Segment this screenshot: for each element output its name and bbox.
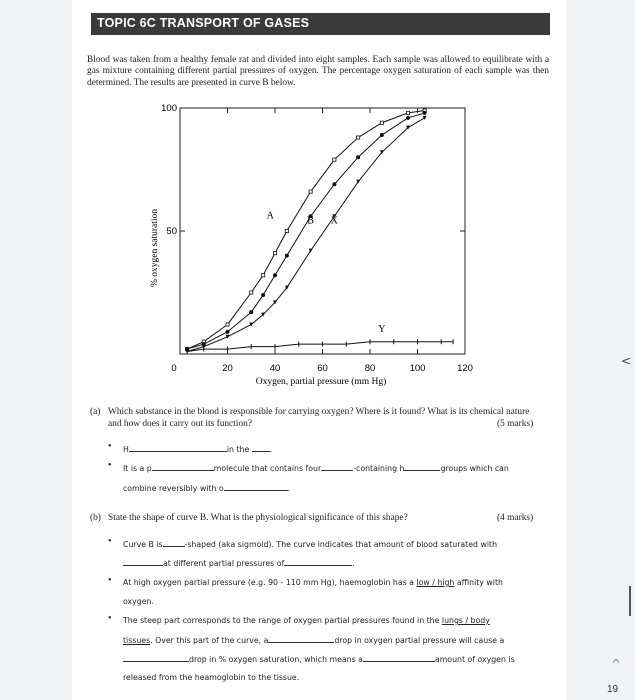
answer-a-b2-line2: combine reversibly with o <box>123 484 224 493</box>
answer-a-b1-start: H <box>123 445 129 454</box>
page-number: 19 <box>607 684 619 695</box>
blank-field[interactable] <box>129 443 227 452</box>
point-b <box>261 293 265 297</box>
x-tick-label: 40 <box>269 363 281 374</box>
point-b <box>332 182 336 186</box>
answer-b-b2-end: affinity with <box>456 578 503 587</box>
blank-field[interactable] <box>363 653 435 662</box>
answer-a-line2 <box>123 462 509 475</box>
curve-b <box>187 113 425 349</box>
answer-a-b2-mid2: -containing h <box>353 464 405 473</box>
blank-field[interactable] <box>123 653 189 662</box>
blank-field[interactable] <box>123 557 163 566</box>
chart-ticks <box>161 103 473 374</box>
blank-field[interactable] <box>163 538 185 547</box>
answer-b-b1-start: Curve B is <box>123 540 163 549</box>
point-b <box>423 111 427 115</box>
x-tick-label: 20 <box>222 363 233 374</box>
bullet: • <box>108 536 112 547</box>
answer-a-b2-mid: molecule that contains four <box>213 464 322 473</box>
answer-b-b3-l3b: amount of oxygen is <box>434 655 515 664</box>
point-a <box>250 291 253 294</box>
answer-b-b3-l3: drop in % oxygen saturation, which means a <box>189 655 363 664</box>
question-b-marks: (4 marks) <box>497 513 534 523</box>
topic-header <box>87 13 550 35</box>
answer-b-b1-mid: -shaped (aka sigmoid). The curve indicates that amount of blood saturated with <box>184 540 498 549</box>
y-axis-label: % oxygen saturation <box>150 208 160 288</box>
x-tick-label: 60 <box>317 363 328 374</box>
point-a <box>406 111 409 114</box>
y-tick-label: 50 <box>166 226 177 237</box>
bullet: • <box>108 575 112 586</box>
bullet: • <box>108 460 112 471</box>
series-label-b: B <box>307 215 314 227</box>
answer-a-b1-mid: in the <box>226 445 250 454</box>
point-a <box>333 158 336 161</box>
answer-a-line3: combine reversibly with o . <box>123 484 291 493</box>
blank-field[interactable] <box>224 482 288 491</box>
answer-b-line6 <box>123 634 504 647</box>
point-b <box>226 330 230 334</box>
point-a <box>380 121 383 124</box>
point-a <box>273 252 276 255</box>
blank-field[interactable] <box>321 462 353 471</box>
x-axis-label: Oxygen, partial pressure (mm Hg) <box>255 377 387 387</box>
answer-b-b3-start: The steep part corresponds to the range of oxygen partial pressures found in the <box>123 616 440 625</box>
blank-field[interactable] <box>268 634 334 643</box>
choice-tissues[interactable]: tissues <box>123 636 151 645</box>
answer-a-line1: H in the . <box>123 445 273 454</box>
topic-title: TOPIC 6C TRANSPORT OF GASES <box>97 16 310 30</box>
chevron-left-icon[interactable]: < <box>621 354 632 368</box>
point-b <box>406 116 410 120</box>
answer-b-line3 <box>123 577 503 589</box>
point-a <box>262 274 265 277</box>
curve-x <box>187 118 425 352</box>
choice-low-high[interactable]: low / high <box>416 578 455 587</box>
y-tick-label: 100 <box>161 103 177 114</box>
x-tick-label: 120 <box>457 363 473 374</box>
point-b <box>249 310 253 314</box>
answer-b-line1 <box>123 538 497 551</box>
answer-b-line7 <box>123 653 515 666</box>
answer-b-line8: released from the heamoglobin to the tissue. <box>123 673 300 682</box>
plot-border <box>180 108 465 354</box>
chart-frame <box>180 108 465 354</box>
series-label-y: Y <box>378 323 386 335</box>
blank-field[interactable] <box>284 557 352 566</box>
x-tick-label: 0 <box>171 363 177 374</box>
answer-b-line5 <box>123 615 490 627</box>
point-x <box>249 322 253 326</box>
series-label-x: X <box>330 215 338 227</box>
answer-b-line2: at different partial pressures of . <box>123 557 355 570</box>
point-b <box>285 254 289 258</box>
question-b-number: (b) <box>90 513 101 523</box>
point-a <box>285 229 288 232</box>
blank-field[interactable] <box>404 462 440 471</box>
answer-b-line4: oxygen. <box>123 597 154 606</box>
question-a-text: Which substance in the blood is responsible for carrying oxygen? Where is it found? What is its chemical nature and how does it carry out its function? <box>108 407 530 429</box>
chevron-up-icon[interactable]: ^ <box>611 657 622 671</box>
dissociation-chart <box>135 96 485 396</box>
bullet: • <box>108 441 112 452</box>
question-a-marks: (5 marks) <box>497 419 534 429</box>
point-b <box>273 273 277 277</box>
blank-field[interactable] <box>152 462 214 471</box>
point-a <box>226 323 229 326</box>
answer-b-b1-line2: at different partial pressures of <box>163 559 285 568</box>
point-x <box>226 335 230 339</box>
x-tick-label: 100 <box>409 363 426 374</box>
series-label-a: A <box>266 210 274 222</box>
point-b <box>380 133 384 137</box>
chart-series <box>185 109 453 354</box>
answer-b-b3-mid: . Over this part of the curve, a <box>150 636 269 645</box>
answer-a-b2-end: groups which can <box>440 464 509 473</box>
question-b-text: State the shape of curve B. What is the physiological significance of this shape? <box>108 513 408 523</box>
answer-a-b2-start: It is a p <box>123 464 152 473</box>
choice-lungs-body[interactable]: lungs / body <box>441 616 490 625</box>
point-a <box>309 190 312 193</box>
blank-field[interactable] <box>252 443 270 452</box>
bullet: • <box>108 613 112 624</box>
question-a-number: (a) <box>90 407 101 417</box>
x-tick-label: 80 <box>364 363 376 374</box>
answer-b-b3-mid2: drop in oxygen partial pressure will cause a <box>334 636 505 645</box>
intro-paragraph: Blood was taken from a healthy female rat and divided into eight samples. Each sample was allowed to equilibrate with a gas mixture containing different partial pressures of oxygen. The percentage oxygen saturation of each sample was then determined. The results are presented in curve B below. <box>87 55 549 88</box>
point-b <box>356 155 360 159</box>
scrollbar-thumb[interactable] <box>629 586 631 616</box>
point-a <box>357 136 360 139</box>
answer-b-b2-start: At high oxygen partial pressure (e.g. 90 - 110 mm Hg), haemoglobin has a <box>123 578 414 587</box>
